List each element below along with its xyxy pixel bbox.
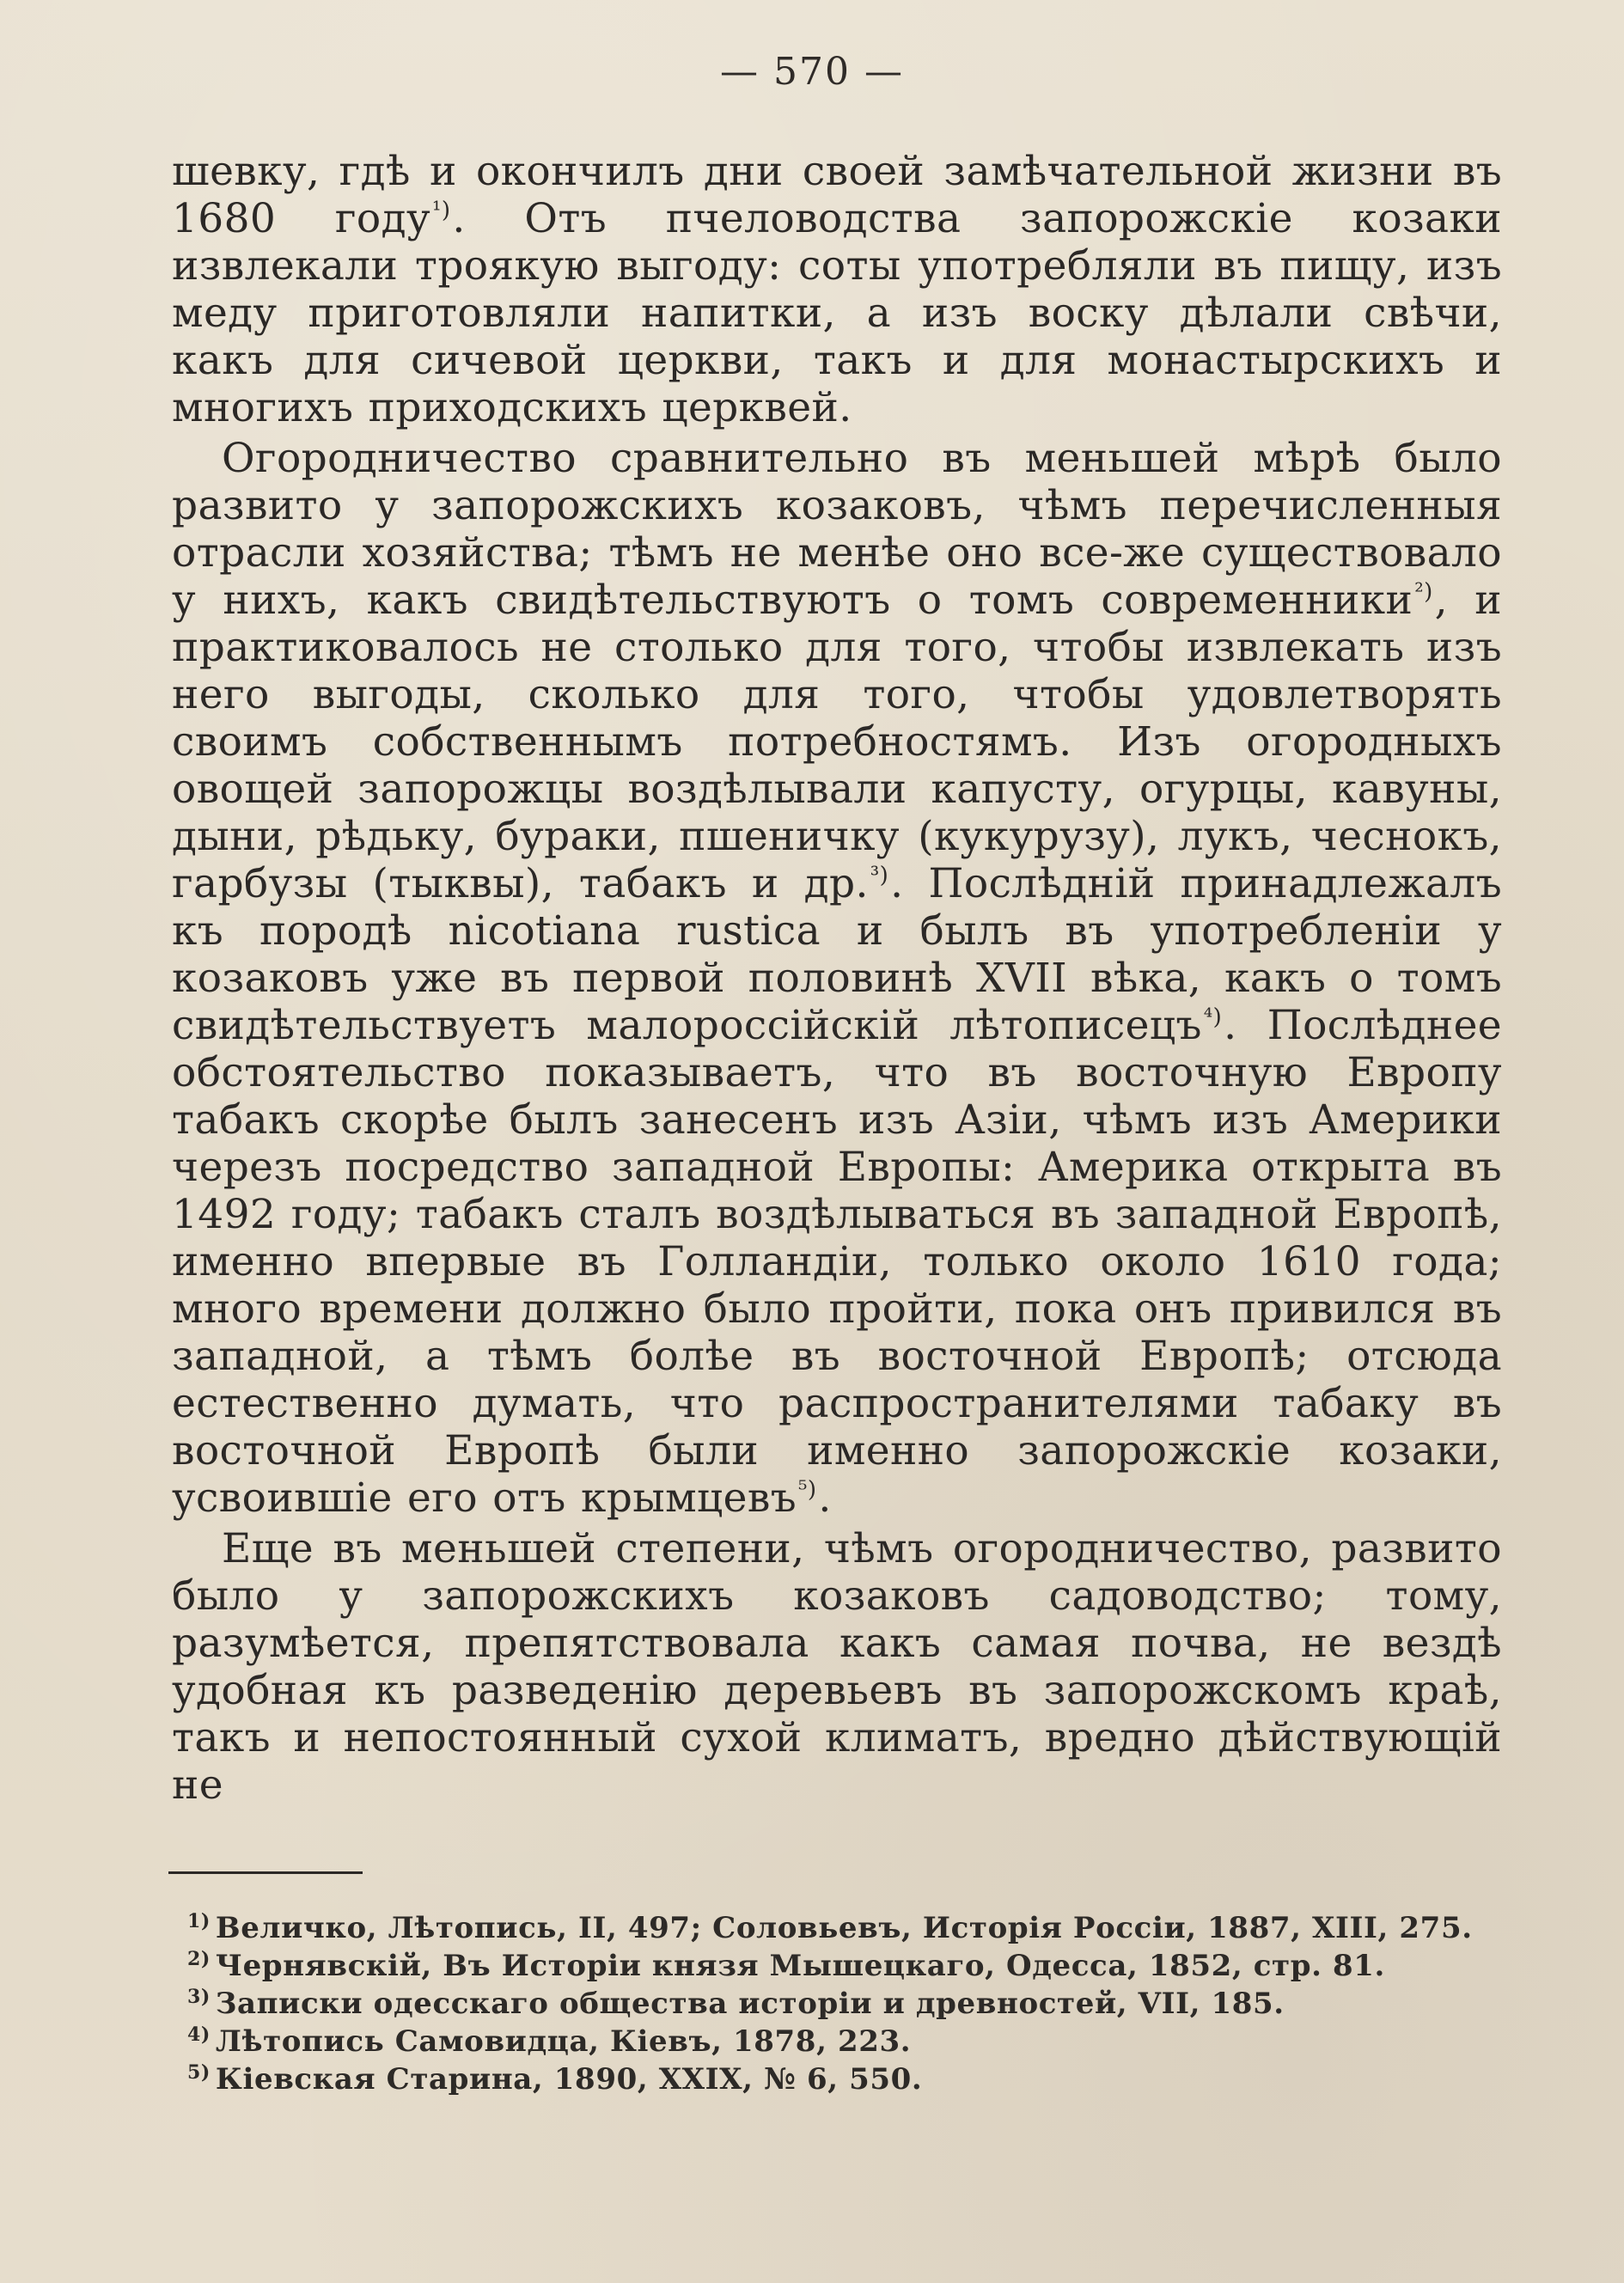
footnote-3-mark: 3) [187,1985,211,2008]
footnote-5-text: Кіевская Старина, 1890, XXIX, № 6, 550. [215,2062,923,2097]
paragraph-2-text-c: . Послѣдній принадлежалъ къ породѣ nicotiana rustica и былъ въ употребленіи у козаковъ уже въ первой половинѣ XVII вѣка, какъ о томъ свидѣтельствуетъ малороссійскій лѣтописецъ [172,860,1502,1049]
footnote-4-mark: 4) [187,2023,211,2046]
paragraph-2-text-d: . Послѣднее обстоятельство показываетъ, что въ восточную Европу табакъ скорѣе былъ занесенъ изъ Азіи, чѣмъ изъ Америки черезъ посредство западной Европы: Америка открыта въ 1492 году; табакъ сталъ воздѣлываться въ западной Европѣ, именно впервые въ Голландіи, только около 1610 года; много времени должно было пройти, пока онъ привился въ западной, а тѣмъ болѣе въ восточной Европѣ; отсюда естественно думать, что распространителями табаку въ восточной Европѣ были именно запорожскіе козаки, усвоившіе его отъ крымцевъ [172,1002,1503,1522]
paragraph-1-text-a: шевку, гдѣ и окончилъ дни своей замѣчательной жизни въ 1680 году [172,148,1502,242]
footnote-2 [187,1947,1493,1985]
footnote-5-mark: 5) [187,2060,211,2084]
paragraph-2-text-a: Огородничество сравнительно въ меньшей мѣрѣ было развито у запорожскихъ козаковъ, чѣмъ перечисленныя отрасли хозяйства; тѣмъ не менѣе оно все-же существовало у нихъ, какъ свидѣтельствуютъ о томъ современники [172,435,1502,624]
footnote-separator [168,1871,363,1874]
paragraph-2 [172,435,1502,1522]
footnote-ref-1: ¹) [432,198,451,224]
footnote-ref-5: ⁵) [798,1477,817,1504]
footnote-3 [187,1985,1493,2023]
paragraph-3 [172,1525,1502,1809]
footnote-1-text: Величко, Лѣтопись, II, 497; Соловьевъ, Исторія Россіи, 1887, XIII, 275. [215,1911,1473,1945]
footnote-1 [187,1909,1493,1947]
main-text [172,148,1502,1809]
paragraph-1 [172,148,1502,431]
footnotes [187,1909,1493,2098]
page-number: — 570 — [720,50,904,94]
paragraph-1-text-b: . Отъ пчеловодства запорожскіе козаки извлекали троякую выгоду: соты употребляли въ пищу, изъ меду приготовляли напитки, а изъ воску дѣлали свѣчи, какъ для сичевой церкви, такъ и для монастырскихъ и многихъ приходскихъ церквей. [172,195,1502,431]
footnote-ref-2: ²) [1414,579,1433,606]
footnote-ref-3: ³) [870,863,889,889]
paragraph-2-text-e: . [818,1474,832,1522]
footnote-5 [187,2060,1493,2098]
footnote-1-mark: 1) [187,1909,211,1932]
footnote-2-mark: 2) [187,1947,211,1970]
footnote-2-text: Чернявскій, Въ Исторіи князя Мышецкаго, Одесса, 1852, стр. 81. [215,1949,1385,1983]
paragraph-2-text-b: , и практиковалось не столько для того, чтобы извлекать изъ него выгоды, сколько для того, чтобы удовлетворять своимъ собственнымъ потребностямъ. Изъ огородныхъ овощей запорожцы воздѣлывали капусту, огурцы, кавуны, дыни, рѣдьку, бураки, пшеничку (кукурузу), лукъ, чеснокъ, гарбузы (тыквы), табакъ и др. [172,577,1502,907]
footnote-4-text: Лѣтопись Самовидца, Кіевъ, 1878, 223. [215,2024,912,2059]
footnote-3-text: Записки одесскаго общества исторіи и древностей, VII, 185. [215,1987,1285,2021]
footnote-4 [187,2023,1493,2060]
footnote-ref-4: ⁴) [1203,1004,1223,1031]
paragraph-3-text: Еще въ меньшей степени, чѣмъ огородничество, развито было у запорожскихъ козаковъ садоводство; тому, разумѣется, препятствовала какъ самая почва, не вездѣ удобная къ разведенію деревьевъ въ запорожскомъ краѣ, такъ и непостоянный сухой климатъ, вредно дѣйствующій не [172,1525,1502,1809]
